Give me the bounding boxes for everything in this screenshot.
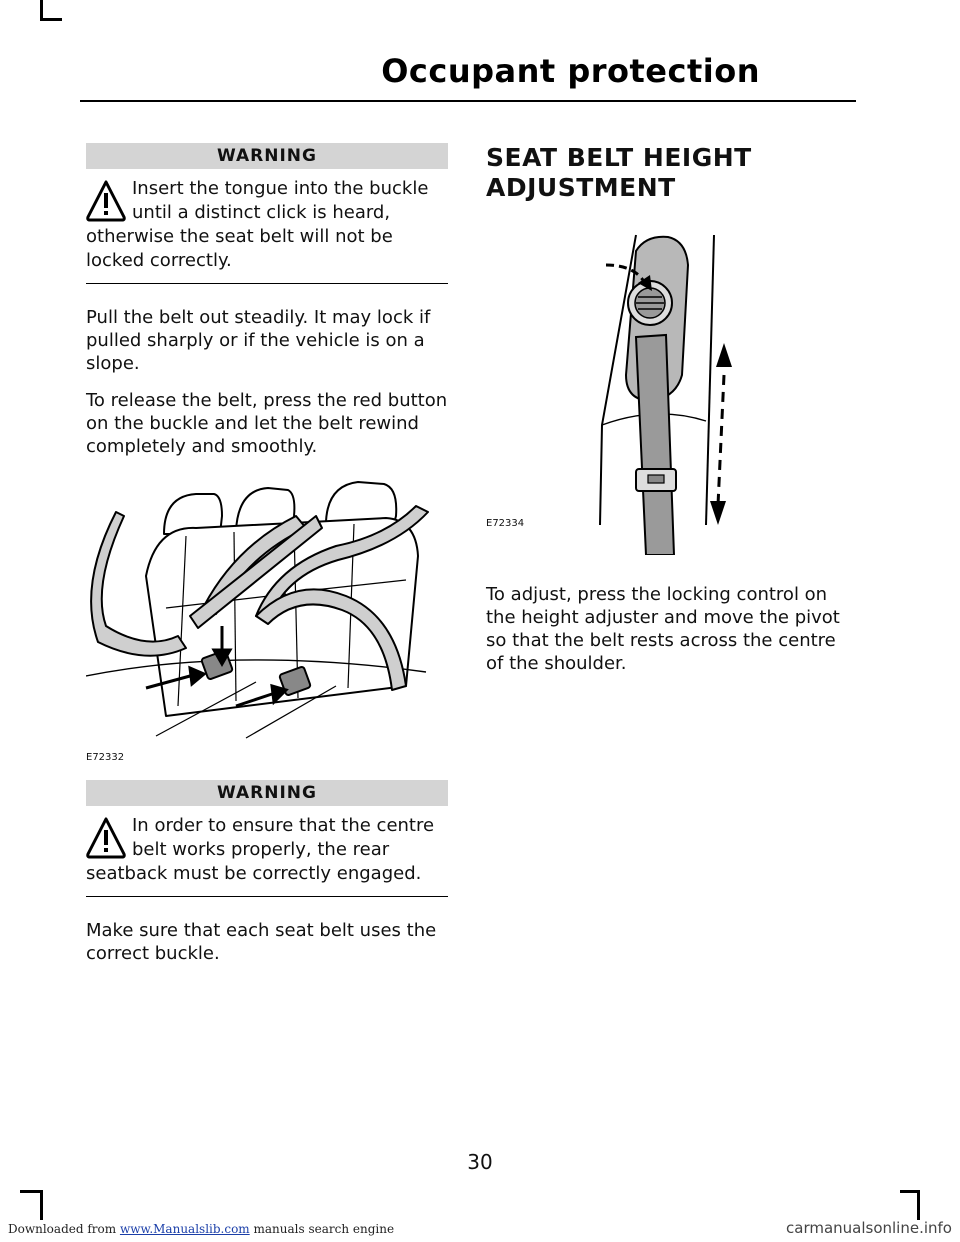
paragraph-release-belt: To release the belt, press the red button on the buckle and let the belt rewind completely and smoothly. <box>86 390 448 457</box>
crop-mark-br-v <box>917 1190 920 1220</box>
paragraph-pull-belt: Pull the belt out steadily. It may lock if pulled sharply or if the vehicle is on a slope. <box>86 307 431 374</box>
page-header-title: Occupant protection <box>381 52 760 90</box>
section-title <box>486 143 852 203</box>
crop-mark-tl-h <box>40 18 62 21</box>
warning-box-2 <box>86 780 448 897</box>
warning-box-1 <box>86 143 448 284</box>
right-column <box>486 143 852 675</box>
manualslib-link[interactable]: www.Manualslib.com <box>119 1222 250 1236</box>
paragraph-correct-buckle: Make sure that each seat belt uses the correct buckle. <box>86 920 437 964</box>
figure-code: E72334 <box>486 518 525 529</box>
warning-divider <box>86 896 448 897</box>
download-footer <box>8 1222 394 1236</box>
warning-text: Insert the tongue into the buckle until a distinct click is heard, otherwise the seat belt will not be locked correctly. <box>86 178 429 271</box>
crop-mark-tl-v <box>40 0 43 20</box>
warning-divider <box>86 283 448 284</box>
warning-text: In order to ensure that the centre belt works properly, the rear seatback must be correctly engaged. <box>86 815 435 884</box>
crop-mark-br-h <box>900 1190 920 1193</box>
warning-triangle-icon <box>86 816 126 860</box>
watermark-text: carmanualsonline.info <box>786 1219 952 1237</box>
rear-seat-belts-illustration <box>86 476 448 746</box>
crop-mark-bl-h <box>20 1190 42 1193</box>
footer-prefix: Downloaded from <box>8 1222 120 1236</box>
warning-label: WARNING <box>86 780 448 806</box>
warning-label: WARNING <box>86 143 448 169</box>
figure-code: E72332 <box>86 752 125 763</box>
section-title-line-1: SEAT BELT HEIGHT <box>486 143 752 172</box>
warning-body <box>86 814 448 886</box>
section-title-line-2: ADJUSTMENT <box>486 173 676 202</box>
belt-height-adjuster-illustration <box>486 225 852 555</box>
figure-belt-height-adjustment <box>486 225 852 565</box>
figure-rear-seat-belts <box>86 476 448 766</box>
paragraph-adjust-height: To adjust, press the locking control on the height adjuster and move the pivot so that the belt rests across the centre of the shoulder. <box>486 584 840 674</box>
page-number: 30 <box>467 1150 493 1174</box>
left-column <box>86 143 448 965</box>
footer-suffix: manuals search engine <box>249 1222 395 1236</box>
warning-triangle-icon <box>86 179 126 223</box>
header-divider <box>80 100 856 102</box>
crop-mark-bl-v <box>40 1190 43 1220</box>
warning-body <box>86 177 448 273</box>
